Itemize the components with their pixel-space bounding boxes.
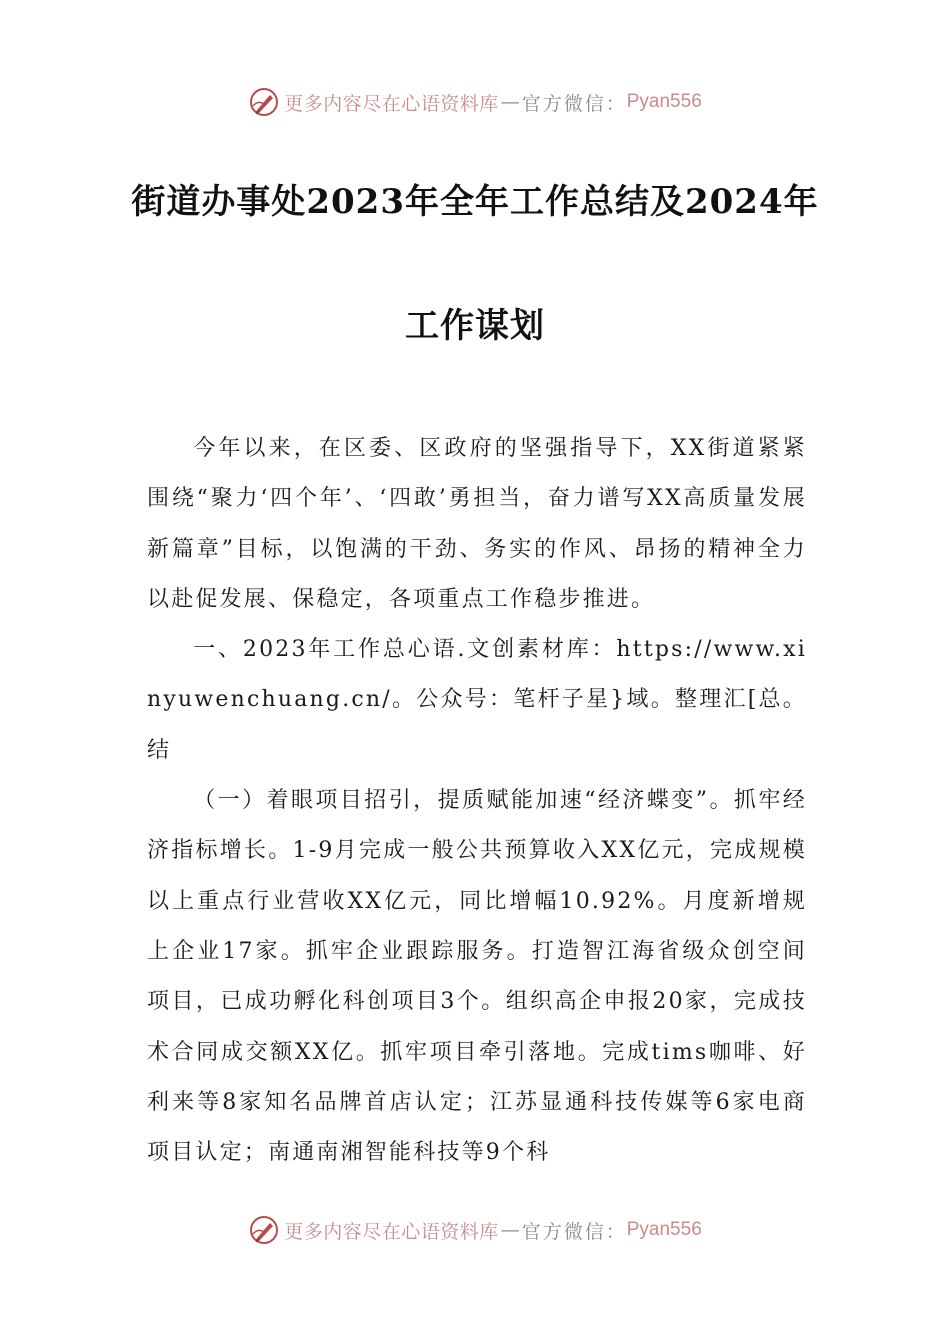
document-title-line1: 街道办事处2023年全年工作总结及2024年 [131,182,819,222]
watermark-wechat-id: Pyan556 [626,1219,702,1240]
paragraph-section-heading: 一、2023年工作总心语.文创素材库：https://www.xinyuwenchuang.cn/。公众号：笔杆子星}域。整理汇[总。结 [147,637,807,763]
watermark-banner-top [0,82,950,122]
watermark-wechat-label: 官方微信： [521,1220,627,1243]
pen-logo-icon [248,86,280,118]
paragraph-intro: 今年以来，在区委、区政府的坚强指导下，XX街道紧紧围绕“聚力‘四个年’、‘四敢’勇担当，奋力谱写XX高质量发展新篇章”目标，以饱满的干劲、务实的作风、昂扬的精神全力以赴促发展、保稳定，各项重点工作稳步推进。 [147,436,807,612]
paragraph-subsection-1: （一）着眼项目招引，提质赋能加速“经济蝶变”。抓牢经济指标增长。1-9月完成一般公共预算收入XX亿元，完成规模以上重点行业营收XX亿元，同比增幅10.92%。月度新增规上企业17家。抓牢企业跟踪服务。打造智江海省级众创空间项目，已成功孵化科创项目3个。组织高企申报20家，完成技术合同成交额XX亿。抓牢项目牵引落地。完成tims咖啡、好利来等8家知名品牌首店认定；江苏显通科技传媒等6家电商项目认定；南通南湘智能科技等9个科 [147,788,807,1166]
watermark-wechat-label: 官方微信： [521,92,627,115]
document-title-line2: 工作谋划 [405,306,545,346]
watermark-text: 更多内容尽在心语资料库 [284,92,499,115]
document-body [147,424,807,1178]
watermark-banner-bottom [0,1210,950,1250]
pen-logo-icon [248,1214,280,1246]
watermark-dash: — [500,1219,520,1241]
watermark-wechat-id: Pyan556 [626,91,702,112]
watermark-text: 更多内容尽在心语资料库 [284,1220,499,1243]
watermark-dash: — [500,91,520,113]
